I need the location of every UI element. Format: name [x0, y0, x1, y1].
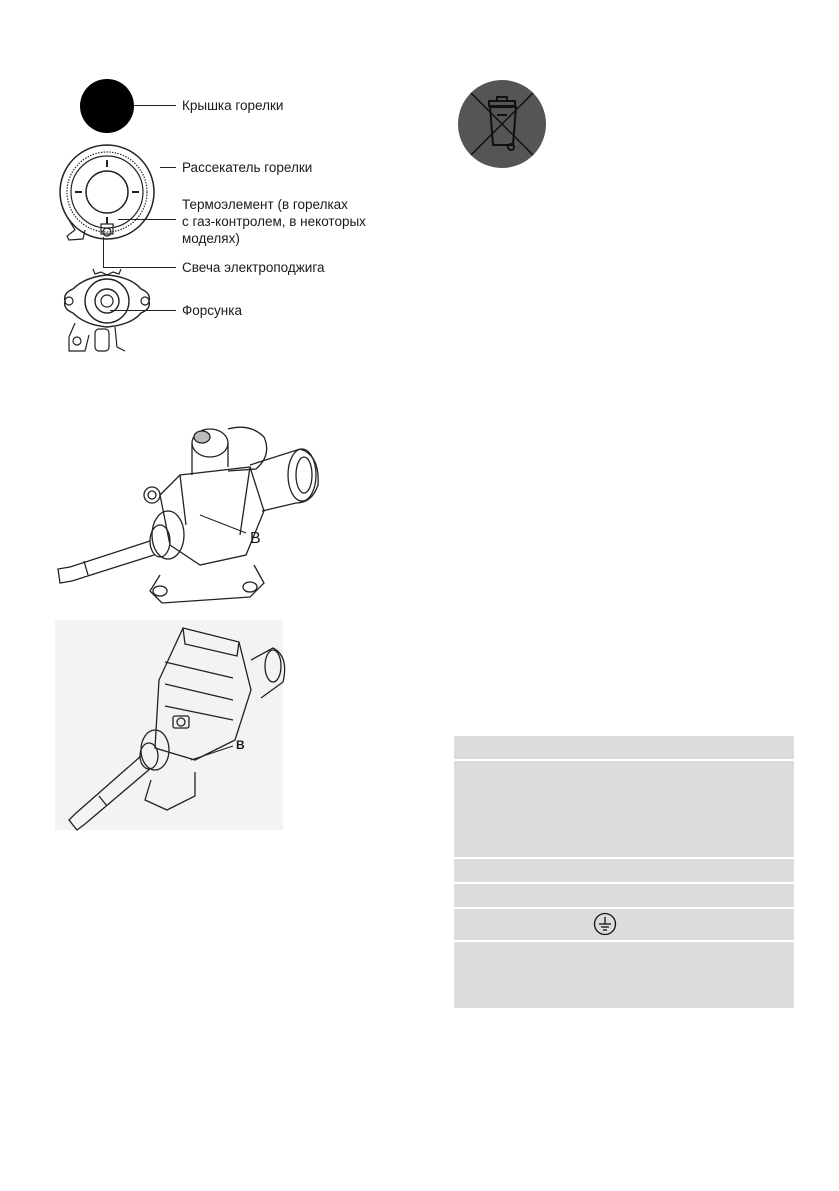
valve-bottom-label-b: B [236, 738, 245, 752]
spec-table-row-4 [454, 909, 794, 940]
spec-table-row-5 [454, 942, 794, 1008]
crossed-out-wheelie-bin-icon [457, 79, 547, 169]
spec-table-row-1 [454, 761, 794, 857]
valve-top-label-b: B [250, 530, 261, 547]
thermocouple-label-line3: моделях) [182, 231, 240, 246]
spec-table-row-2 [454, 859, 794, 882]
spec-table-row-3 [454, 884, 794, 907]
burner-diffuser-label: Рассекатель горелки [182, 160, 313, 175]
protective-earth-icon [593, 912, 617, 936]
thermocouple-label-line2: с газ-контролем, в некоторых [182, 214, 366, 229]
gas-valve-figure-bottom [55, 620, 295, 835]
recycling-icon-wrapper [457, 79, 547, 169]
gas-valve-figure-top [50, 415, 330, 610]
burner-diffuser-image [55, 140, 165, 250]
spec-table-header-row [454, 736, 794, 759]
burner-cap-label: Крышка горелки [182, 98, 284, 113]
burner-base-image [55, 265, 165, 360]
injector-label: Форсунка [182, 303, 242, 318]
spark-plug-label: Свеча электроподжига [182, 260, 325, 275]
thermocouple-label-line1: Термоэлемент (в горелках [182, 197, 348, 212]
burner-cap-image [80, 79, 134, 133]
